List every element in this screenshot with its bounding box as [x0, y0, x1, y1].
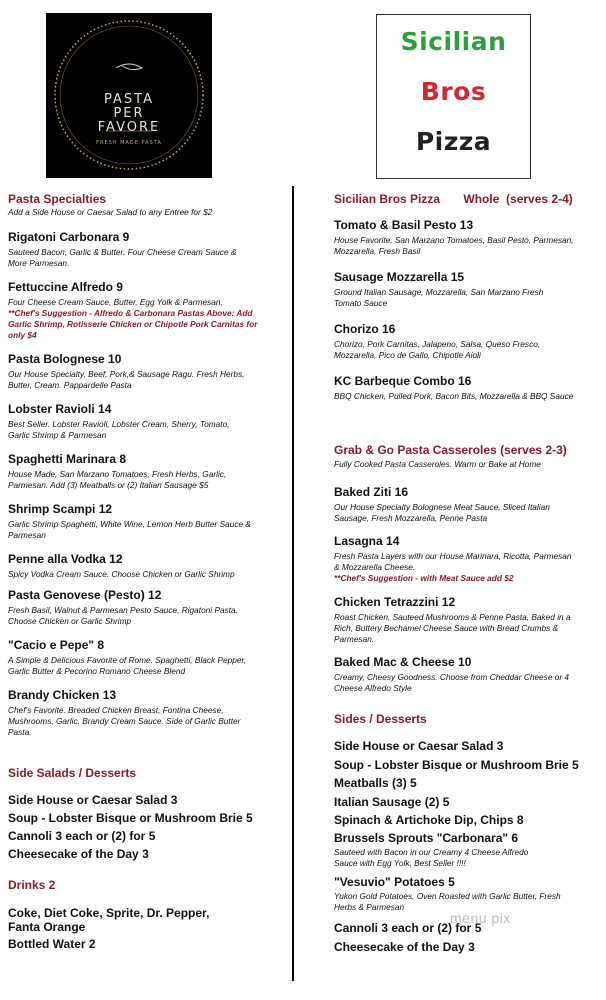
menu-item: [8, 588, 258, 627]
item-name: Pasta Bolognese 10: [8, 352, 122, 366]
menu-item: [334, 270, 554, 309]
side-item: Cheesecake of the Day 3: [8, 847, 149, 861]
item-name: Brussels Sprouts "Carbonara" 6: [334, 831, 519, 845]
menu-item: [8, 280, 263, 341]
logo-line-2: PER: [113, 106, 145, 121]
item-description: Our House Specialty Bolognese Meat Sauce, Sliced Italian Sausage, Fresh Mozzarella, Penne Pasta: [334, 502, 550, 523]
item-description: Fresh Basil, Walnut & Parmesan Pesto Sauce, Rigatoni Pasta. Choose Chicken or Garlic Shrimp: [8, 605, 238, 626]
side-item: Italian Sausage (2) 5: [334, 795, 450, 809]
side-item: Soup - Lobster Bisque or Mushroom Brie 5: [8, 811, 253, 825]
item-name: Rigatoni Carbonara 9: [8, 230, 130, 244]
item-description: Creamy, Cheesy Goodness. Choose from Cheddar Cheese or 4 Cheese Alfredo Style: [334, 672, 570, 693]
item-description: Chorizo, Pork Carnitas, Jalapeno, Salsa, Queso Fresco, Mozzarella, Pico de Gallo, Chipotle Aioli: [334, 339, 541, 360]
item-description: House Made, San Marzano Tomatoes, Fresh Herbs, Garlic, Parmesan. Add (3) Meatballs or (2) Italian Sausage $5: [8, 469, 227, 490]
item-description: Best Seller. Lobster Ravioli, Lobster Cream, Sherry, Tomato, Garlic Shrimp & Parmesan: [8, 419, 230, 440]
item-description: A Simple & Delicious Favorite of Rome. Spaghetti, Black Pepper, Garlic Butter & Pecorino Romano Cheese Blend: [8, 655, 247, 676]
menu-item: [334, 322, 574, 361]
drinks-header: Drinks 2: [8, 878, 56, 892]
logo-ring-graphic: [46, 13, 212, 178]
item-name: Pasta Genovese (Pesto) 12: [8, 588, 162, 602]
item-name: Tomato & Basil Pesto 13: [334, 218, 474, 232]
item-name: Lasagna 14: [334, 534, 400, 548]
menu-item: [8, 638, 258, 677]
menu-item: [334, 655, 574, 694]
item-description: Roast Chicken, Sauteed Mushrooms & Penne Pasta, Baked in a Rich, Buttery Bechamel Cheese Sauce with Bread Crumbs & Parmesan.: [334, 612, 571, 644]
side-item: [334, 831, 534, 869]
menu-item: [8, 502, 253, 541]
pasta-specialties-note: Add a Side House or Caesar Salad to any Entree for $2: [8, 207, 213, 217]
menu-item: [334, 534, 574, 584]
bottled-water: Bottled Water 2: [8, 937, 96, 951]
item-description: Four Cheese Cream Sauce, Butter, Egg Yolk & Parmesan.: [8, 297, 223, 307]
item-name: Brandy Chicken 13: [8, 688, 117, 702]
chef-suggestion: **Chef's Suggestion - Alfredo & Carbonara Pastas Above: Add Garlic Shrimp, Rotisserie Chicken or Chipotle Pork Carnitas for only $4: [8, 308, 258, 340]
item-description: Spicy Vodka Cream Sauce. Choose Chicken or Garlic Shrimp: [8, 569, 235, 579]
item-name: Fettuccine Alfredo 9: [8, 280, 123, 294]
side-item: [334, 875, 579, 913]
menu-item: [334, 218, 574, 257]
item-description: Garlic Shrimp Spaghetti, White Wine, Lemon Herb Butter Sauce & Parmesan: [8, 519, 251, 540]
side-item: Cheesecake of the Day 3: [334, 940, 475, 954]
sides-desserts-header: Sides / Desserts: [334, 712, 427, 726]
menu-item: [8, 352, 253, 391]
sicilian-bros-line-1: Sicilian: [400, 27, 507, 56]
sicilian-bros-line-2: Bros: [420, 77, 487, 106]
menu-item: [334, 595, 574, 645]
item-name: Spaghetti Marinara 8: [8, 452, 127, 466]
menu-item: [8, 688, 248, 738]
drinks-list-line-2: Fanta Orange: [8, 920, 86, 934]
chef-suggestion: **Chef's Suggestion - with Meat Sauce add $2: [334, 573, 514, 583]
item-description: Yukon Gold Potatoes, Oven Roasted with Garlic Butter, Fresh Herbs & Parmesan: [334, 891, 561, 912]
item-name: KC Barbeque Combo 16: [334, 374, 472, 388]
menu-item: [8, 552, 258, 580]
item-description: BBQ Chicken, Pulled Pork, Bacon Bits, Mozzarella & BBQ Sauce: [334, 391, 574, 401]
side-item: Side House or Caesar Salad 3: [334, 739, 504, 753]
item-name: Chorizo 16: [334, 322, 396, 336]
side-item: Cannoli 3 each or (2) for 5: [334, 921, 482, 935]
side-item: Side House or Caesar Salad 3: [8, 793, 178, 807]
item-description: Sauteed Bacon, Garlic & Butter. Four Cheese Cream Sauce & More Parmesan.: [8, 247, 237, 268]
item-description: Our House Specialty, Beef, Pork,& Sausage Ragu. Fresh Herbs, Butter, Cream. Pappardelle Pasta: [8, 369, 245, 390]
menu-item: [8, 230, 253, 269]
grab-and-go-note: Fully Cooked Pasta Casseroles. Warm or Bake at Home: [334, 459, 541, 469]
side-item: Soup - Lobster Bisque or Mushroom Brie 5: [334, 758, 579, 772]
logo-line-3: FAVORE: [97, 120, 161, 135]
menu-item: [334, 485, 574, 524]
item-name: Penne alla Vodka 12: [8, 552, 123, 566]
item-name: Baked Ziti 16: [334, 485, 409, 499]
pasta-specialties-header: Pasta Specialties: [8, 192, 107, 206]
menu-item: [8, 402, 253, 441]
item-description: Sauteed with Bacon in our Creamy 4 Cheese Alfredo Sauce with Egg Yolk, Best Seller !!!!: [334, 847, 529, 868]
item-name: Sausage Mozzarella 15: [334, 270, 465, 284]
item-description: Ground Italian Sausage, Mozzarella, San Marzano Fresh Tomato Sauce: [334, 287, 544, 308]
grab-and-go-header: Grab & Go Pasta Casseroles (serves 2-3): [334, 443, 567, 457]
item-description: Chef's Favorite. Breaded Chicken Breast, Fontina Cheese, Mushrooms, Garlic, Brandy Cream Sauce. Side of Garlic Butter Pasta.: [8, 705, 241, 737]
item-name: Chicken Tetrazzini 12: [334, 595, 456, 609]
logo-line-1: PASTA: [104, 92, 154, 107]
item-name: "Vesuvio" Potatoes 5: [334, 875, 455, 889]
logo-tagline: FRESH MADE PASTA: [96, 140, 162, 146]
item-name: "Cacio e Pepe" 8: [8, 638, 105, 652]
item-name: Shrimp Scampi 12: [8, 502, 113, 516]
side-salads-header: Side Salads / Desserts: [8, 766, 137, 780]
pasta-per-favore-logo: [46, 13, 212, 178]
sicilian-bros-pizza-logo: [376, 14, 531, 179]
column-divider: [292, 186, 294, 981]
side-item: Spinach & Artichoke Dip, Chips 8: [334, 813, 524, 827]
pizza-header: Sicilian Bros Pizza Whole (serves 2-4): [334, 192, 573, 206]
item-description: House Favorite, San Marzano Tomatoes, Basil Pesto, Parmesan, Mozzarella, Fresh Basil: [334, 235, 574, 256]
watermark: menu pix: [450, 910, 511, 926]
item-name: Baked Mac & Cheese 10: [334, 655, 472, 669]
sicilian-bros-line-3: Pizza: [415, 127, 492, 156]
side-item: Meatballs (3) 5: [334, 776, 417, 790]
item-name: Lobster Ravioli 14: [8, 402, 112, 416]
item-description: Fresh Pasta Layers with our House Marinara, Ricotta, Parmesan & Mozzarella Cheese.: [334, 551, 572, 572]
menu-item: [8, 452, 253, 491]
side-item: Cannoli 3 each or (2) for 5: [8, 829, 156, 843]
menu-item: [334, 374, 574, 402]
drinks-list-line-1: Coke, Diet Coke, Sprite, Dr. Pepper,: [8, 906, 210, 920]
